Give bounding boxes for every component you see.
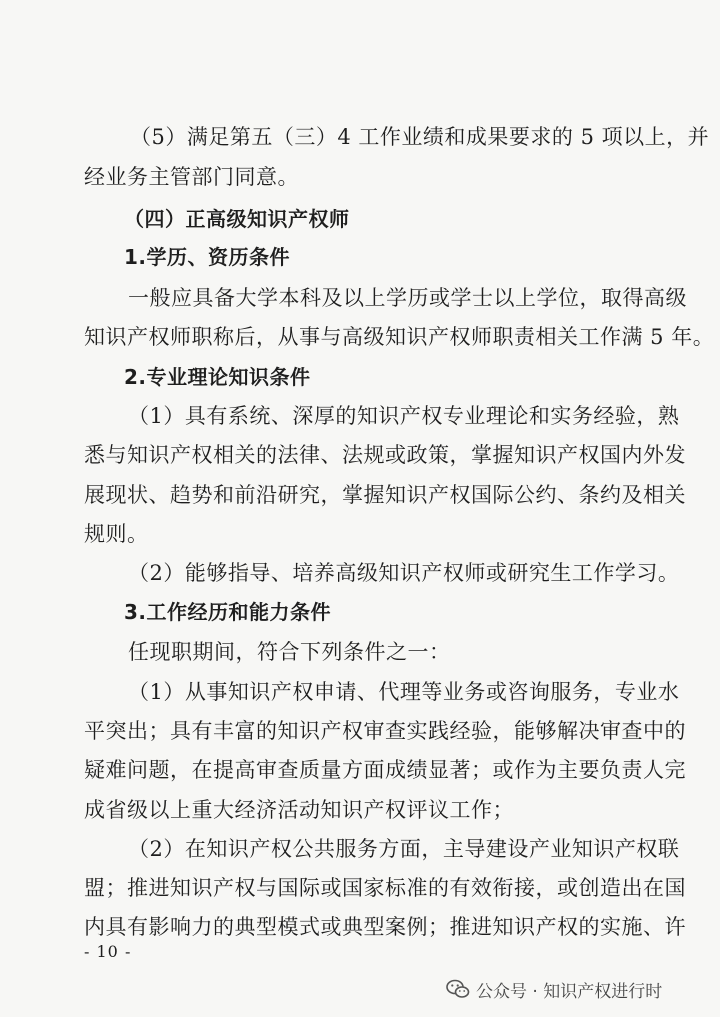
wechat-icon: [446, 978, 470, 1000]
text-line-16: 平突出；具有丰富的知识产权审查实践经验，能够解决审查中的: [84, 719, 686, 743]
watermark-text: 公众号 · 知识产权进行时: [476, 981, 663, 1002]
watermark: [446, 974, 662, 1004]
page-number: - 10 -: [84, 942, 132, 961]
text-line-5: 一般应具备大学本科及以上学历或学士以上学位，取得高级: [128, 286, 687, 310]
text-line-11: 规则。: [84, 522, 149, 546]
text-line-10: 展现状、趋势和前沿研究，掌握知识产权国际公约、条约及相关: [84, 483, 686, 507]
text-line-8: （1）具有系统、深厚的知识产权专业理论和实务经验，熟: [128, 404, 680, 428]
subheading-1: 1.学历、资历条件: [124, 245, 291, 269]
text-line-19: （2）在知识产权公共服务方面，主导建设产业知识产权联: [128, 837, 680, 861]
text-line-15: （1）从事知识产权申请、代理等业务或咨询服务，专业水: [128, 680, 680, 704]
text-line-1: （5）满足第五（三）4 工作业绩和成果要求的 5 项以上，并: [130, 125, 710, 149]
text-line-12: （2）能够指导、培养高级知识产权师或研究生工作学习。: [128, 561, 680, 585]
text-line-14: 任现职期间，符合下列条件之一：: [128, 640, 451, 664]
text-line-17: 疑难问题，在提高审查质量方面成绩显著；或作为主要负责人完: [84, 758, 686, 782]
text-line-18: 成省级以上重大经济活动知识产权评议工作；: [84, 798, 514, 822]
text-line-2: 经业务主管部门同意。: [84, 165, 299, 189]
subheading-2: 2.专业理论知识条件: [124, 365, 311, 389]
text-line-6: 知识产权师职称后，从事与高级知识产权师职责相关工作满 5 年。: [84, 325, 715, 349]
text-line-9: 悉与知识产权相关的法律、法规或政策，掌握知识产权国内外发: [84, 443, 686, 467]
text-line-20: 盟；推进知识产权与国际或国家标准的有效衔接，或创造出在国: [84, 876, 686, 900]
text-line-21: 内具有影响力的典型模式或典型案例；推进知识产权的实施、许: [84, 915, 686, 939]
subheading-3: 3.工作经历和能力条件: [124, 600, 332, 624]
section-heading: （四）正高级知识产权师: [124, 207, 350, 231]
